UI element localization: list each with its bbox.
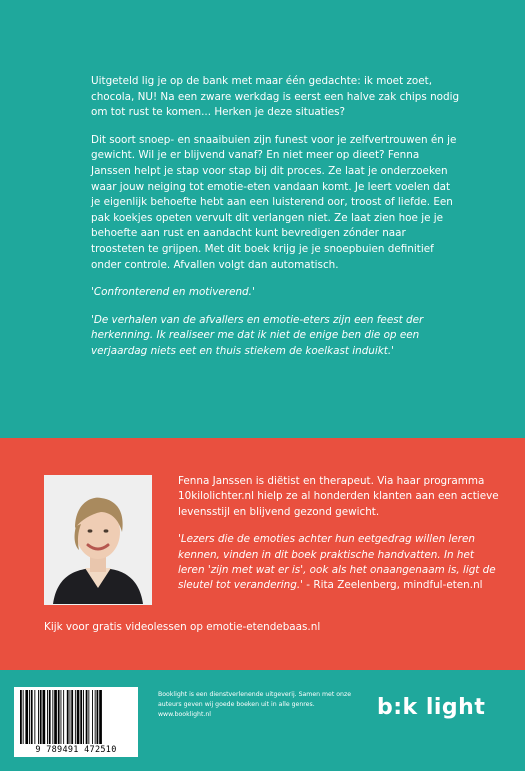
barcode-bar: [92, 690, 93, 744]
endorsement-attribution: - Rita Zeelenberg, mindful-eten.nl: [303, 579, 483, 592]
barcode-bar: [58, 690, 60, 744]
blurb-quote-1: 'Confronterend en motiverend.': [91, 286, 255, 299]
barcode-bar: [71, 690, 73, 744]
barcode-bar: [38, 690, 39, 744]
barcode-bar: [88, 690, 89, 744]
barcode-bar: [70, 690, 71, 744]
endorsement-quote: 'Lezers die de emoties achter hun eetgedrag willen leren kennen, vinden in dit boek praktische handvatten. In het leren 'zijn met wat er is', ook als het onaangenaam is, ligt de sleutel tot verandering.': [178, 533, 496, 592]
barcode-bar: [31, 690, 33, 744]
barcode-bar: [23, 690, 24, 744]
blurb-quote-2: 'De verhalen van de afvallers en emotie-eters zijn een feest der herkenning. Ik realiseer me dat ik niet de enige ben die op een verjaardag niets eet en thuis stiekem de koelkast induikt.': [91, 313, 424, 357]
publisher-note: Booklight is een dienstverlenende uitgeverij. Samen met onze auteurs geven wij goede boeken uit in alle genres. www.booklight.nl: [158, 691, 352, 718]
barcode-bar: [75, 690, 76, 744]
author-bio: Fenna Janssen is diëtist en therapeut. Via haar programma 10kilolichter.nl hielp ze al honderden klanten aan een actieve levensstijl en blijvend gezond gewicht.: [178, 475, 499, 518]
barcode-bar: [61, 690, 62, 744]
barcode-bar: [63, 690, 64, 744]
barcode-bar: [99, 690, 102, 744]
blurb: [91, 74, 461, 372]
isbn-digits: 9 789491 472510: [35, 745, 117, 755]
barcode-bar: [86, 690, 88, 744]
barcode-bar: [29, 690, 30, 744]
barcode-bar: [52, 690, 53, 744]
barcode-bar: [95, 690, 96, 744]
barcode-bar: [43, 690, 46, 744]
barcode-bar: [40, 690, 42, 744]
blurb-paragraph-2: Dit soort snoep- en snaaibuien zijn funest voor je zelfvertrouwen én je gewicht. Wil je er blijvend vanaf? En niet meer op dieet? Fenna Janssen helpt je stap voor stap bij dit proces. Ze laat je onderzoeken waar jouw neiging tot emotie-eten vandaan komt. Je leert voelen dat je eigenlijk behoefte hebt aan een luisterend oor, troost of liefde. Een pak koekjes opeten vervult dit verlangen niet. Ze laat zien hoe je je behoefte aan rust en aandacht kunt bevredigen zónder naar troosteten te grijpen. Met dit boek krijg je je snoepbuien definitief onder controle. Afvallen volgt dan automatisch.: [91, 133, 457, 271]
barcode-bar: [47, 690, 48, 744]
barcode-bar: [54, 690, 57, 744]
isbn-barcode: [14, 687, 138, 757]
barcode-bar: [97, 690, 99, 744]
video-lessons-line: Kijk voor gratis videolessen op emotie-etendebaas.nl: [44, 621, 321, 633]
author-photo: [44, 475, 152, 605]
author-endorsement: [178, 532, 503, 594]
barcode-bar: [25, 690, 28, 744]
barcode-bar: [80, 690, 82, 744]
barcode-bar: [77, 690, 80, 744]
barcode-bar: [20, 690, 22, 744]
barcode-bar: [83, 690, 84, 744]
barcode-bar: [49, 690, 51, 744]
barcode-bar: [34, 690, 35, 744]
blurb-paragraph-1: Uitgeteld lig je op de bank met maar één gedachte: ik moet zoet, chocola, NU! Na een zware werkdag is eerst een halve zak chips nodig om tot rust te komen... Herken je deze situaties?: [91, 75, 460, 119]
author-section: [178, 474, 503, 606]
barcode-bar: [67, 690, 69, 744]
publisher-logo: b:k light: [377, 695, 486, 720]
